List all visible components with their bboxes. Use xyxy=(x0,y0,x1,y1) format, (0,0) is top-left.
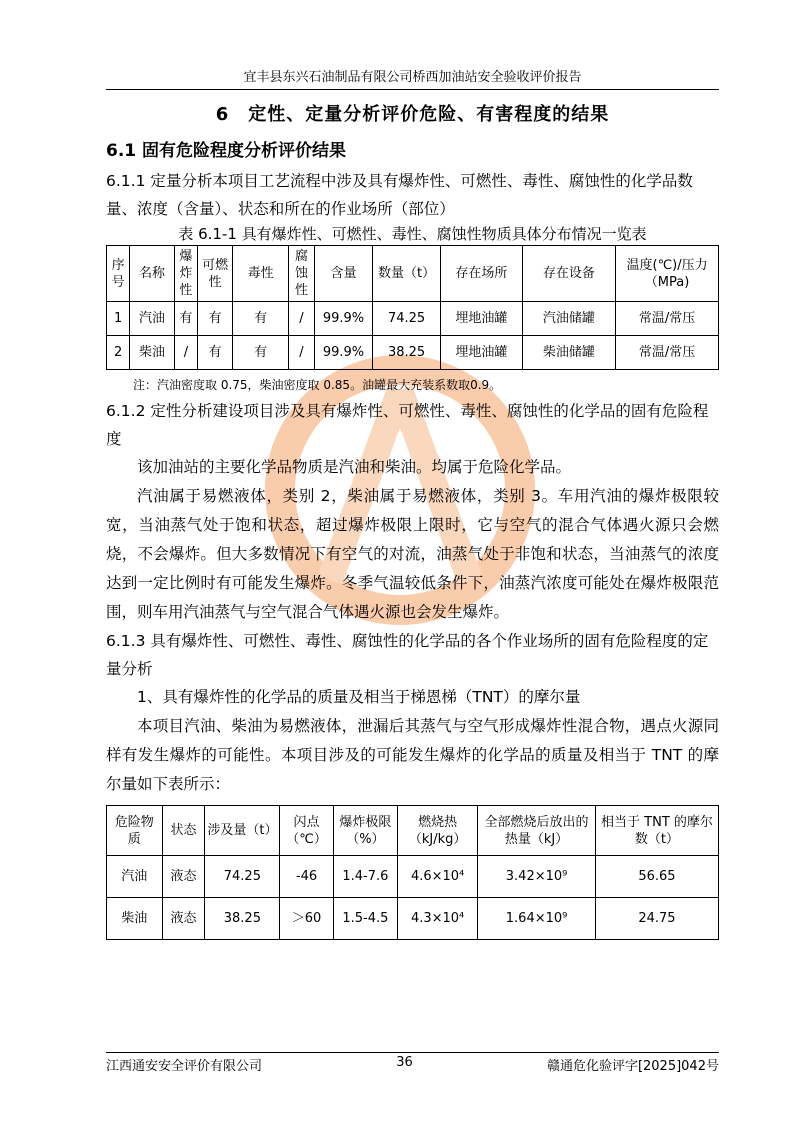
subsection-6-1-2: 6.1.2 定性分析建设项目涉及具有爆炸性、可燃性、毒性、腐蚀性的化学品的固有危险程度 xyxy=(106,402,709,448)
table-cell: 99.9% xyxy=(314,336,372,370)
column-header: 名称 xyxy=(130,246,174,302)
table-cell: 24.75 xyxy=(595,898,718,940)
table-cell: 38.25 xyxy=(205,898,280,940)
table-cell: 4.6×10⁴ xyxy=(397,856,477,898)
table-cell: 埋地油罐 xyxy=(440,336,522,370)
column-header: 相当于 TNT 的摩尔数（t） xyxy=(595,806,718,856)
table-cell: 常温/常压 xyxy=(616,302,719,336)
page-footer xyxy=(106,1052,719,1074)
table-row xyxy=(107,856,719,898)
table-cell: 99.9% xyxy=(314,302,372,336)
column-header: 爆炸性 xyxy=(174,246,197,302)
table-cell: 3.42×10⁹ xyxy=(478,856,596,898)
table-cell: / xyxy=(289,336,315,370)
table-cell: ＞60 xyxy=(280,898,333,940)
column-header: 闪点（℃） xyxy=(280,806,333,856)
column-header: 可燃性 xyxy=(198,246,233,302)
table-cell: 74.25 xyxy=(373,302,441,336)
column-header: 含量 xyxy=(314,246,372,302)
column-header: 状态 xyxy=(162,806,205,856)
column-header: 燃烧热（kJ/kg） xyxy=(397,806,477,856)
column-header: 爆炸极限（%） xyxy=(333,806,397,856)
paragraph: 汽油属于易燃液体，类别 2，柴油属于易燃液体，类别 3。车用汽油的爆炸极限较宽，当油蒸气处于饱和状态，超过爆炸极限上限时，它与空气的混合气体遇火源只会燃烧，不会爆炸。但大多数情况下有空气的对流，油蒸气处于非饱和状态，当油蒸气的浓度达到一定比例时有可能发生爆炸。冬季气温较低条件下，油蒸汽浓度可能处在爆炸极限范围，则车用汽油蒸气与空气混合气体遇火源也会发生爆炸。 xyxy=(106,487,719,621)
table-cell: 汽油 xyxy=(107,856,163,898)
page-number: 36 xyxy=(396,1055,413,1070)
table-cell: 液态 xyxy=(162,898,205,940)
table-cell: 液态 xyxy=(162,856,205,898)
table1-note: 注：汽油密度取 0.75，柴油密度取 0.85。油罐最大充装系数取0.9。 xyxy=(133,378,502,392)
paragraph: 本项目汽油、柴油为易燃液体，泄漏后其蒸气与空气形成爆炸性混合物，遇点火源同样有发生爆炸的可能性。本项目涉及的可能发生爆炸的化学品的质量及相当于 TNT 的摩尔量如下表所示： xyxy=(106,717,719,793)
section-title: 6.1 固有危险程度分析评价结果 xyxy=(106,141,347,161)
table-cell: 常温/常压 xyxy=(616,336,719,370)
paragraph: 该加油站的主要化学品物质是汽油和柴油。均属于危险化学品。 xyxy=(137,458,572,476)
table-cell: 有 xyxy=(198,336,233,370)
table-cell: 柴油 xyxy=(107,898,163,940)
column-header: 涉及量（t） xyxy=(205,806,280,856)
tnt-equivalent-table xyxy=(106,805,719,940)
table-cell: 埋地油罐 xyxy=(440,302,522,336)
table-row xyxy=(107,302,719,336)
column-header: 全部燃烧后放出的热量（kJ） xyxy=(478,806,596,856)
column-header: 序号 xyxy=(107,246,130,302)
table-cell: 汽油 xyxy=(130,302,174,336)
table-cell: / xyxy=(289,302,315,336)
table-cell: 1.4-7.6 xyxy=(333,856,397,898)
table-row xyxy=(107,898,719,940)
column-header: 温度(℃)/压力（MPa) xyxy=(616,246,719,302)
table-cell: 柴油 xyxy=(130,336,174,370)
paragraph: 1、具有爆炸性的化学品的质量及相当于梯恩梯（TNT）的摩尔量 xyxy=(137,688,581,706)
table-cell: / xyxy=(174,336,197,370)
table-cell: 柴油储罐 xyxy=(522,336,615,370)
page-header: 宜丰县东兴石油制品有限公司桥西加油站安全验收评价报告 xyxy=(106,66,719,90)
chapter-title: 6 定性、定量分析评价危险、有害程度的结果 xyxy=(215,104,610,125)
table-cell: 有 xyxy=(174,302,197,336)
subsection-6-1-3: 6.1.3 具有爆炸性、可燃性、毒性、腐蚀性的化学品的各个作业场所的固有危险程度的定量分析 xyxy=(106,632,709,678)
subsection-6-1-1: 6.1.1 定量分析本项目工艺流程中涉及具有爆炸性、可燃性、毒性、腐蚀性的化学品数量、浓度（含量）、状态和所在的作业场所（部位） xyxy=(106,172,693,218)
column-header: 危险物质 xyxy=(107,806,163,856)
table-cell: 38.25 xyxy=(373,336,441,370)
table-row xyxy=(107,336,719,370)
column-header: 腐蚀性 xyxy=(289,246,315,302)
table-cell: 56.65 xyxy=(595,856,718,898)
footer-company: 江西通安安全评价有限公司 xyxy=(106,1059,263,1074)
document-number: 赣通危化验评字[2025]042号 xyxy=(546,1059,719,1074)
table-cell: 4.3×10⁴ xyxy=(397,898,477,940)
table-cell: 有 xyxy=(198,302,233,336)
table-cell: 74.25 xyxy=(205,856,280,898)
table-cell: 有 xyxy=(233,336,289,370)
column-header: 存在设备 xyxy=(522,246,615,302)
column-header: 存在场所 xyxy=(440,246,522,302)
table-cell: 2 xyxy=(107,336,130,370)
table-cell: 1 xyxy=(107,302,130,336)
table-cell: 汽油储罐 xyxy=(522,302,615,336)
column-header: 毒性 xyxy=(233,246,289,302)
table-cell: 1.5-4.5 xyxy=(333,898,397,940)
table-cell: 有 xyxy=(233,302,289,336)
table1-caption: 表 6.1-1 具有爆炸性、可燃性、毒性、腐蚀性物质具体分布情况一览表 xyxy=(178,225,647,243)
table-cell: 1.64×10⁹ xyxy=(478,898,596,940)
hazard-distribution-table xyxy=(106,245,719,370)
column-header: 数量（t） xyxy=(373,246,441,302)
table-cell: -46 xyxy=(280,856,333,898)
